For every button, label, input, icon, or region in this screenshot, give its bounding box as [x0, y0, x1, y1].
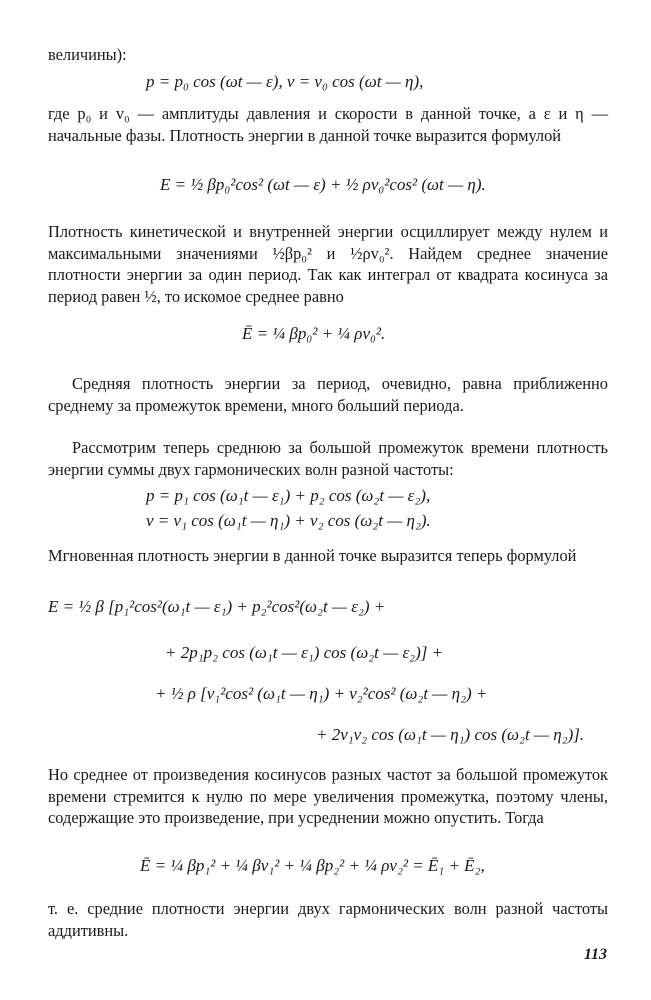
formula-instant-energy-line-2: + 2p₁p₂ cos (ω₁t — ε₁) cos (ω₂t — ε₂)] +: [165, 643, 444, 662]
formula-pressure-velocity: p = p₀ cos (ωt — ε), v = v₀ cos (ωt — η),: [146, 72, 424, 91]
formula-mean-energy: Ē = ¼ βp₀² + ¼ ρv₀².: [242, 324, 386, 343]
paragraph-oscillation: Плотность кинетической и внутренней энергии осциллирует между нулем и максимальными значениями ½βp₀² и ½ρv₀². Найдем среднее значение плотности энергии за один период. Так как интеграл от квадрата косинуса за период равен ½, то искомое среднее равно: [48, 222, 608, 306]
paragraph-two-waves: Рассмотрим теперь среднюю за большой промежуток времени плотность энергии суммы двух гармонических волн разной частоты:: [48, 438, 608, 479]
formula-instant-energy-line-3: + ½ ρ [v₁²cos² (ω₁t — η₁) + v₂²cos² (ω₂t — η₂) +: [155, 684, 488, 703]
formula-instant-energy-line-1: E = ½ β [p₁²cos²(ω₁t — ε₁) + p₂²cos²(ω₂t — ε₂) +: [48, 597, 386, 616]
formula-additive-energy: Ē = ¼ βp₁² + ¼ βv₁² + ¼ βp₂² + ¼ ρv₂² = Ē₁ + Ē₂,: [140, 856, 485, 875]
paragraph-cosine-products: Но среднее от произведения косинусов разных частот за большой промежуток времени стремится к нулю по мере увеличения промежутка, поэтому члены, содержащие это произведение, при усреднении можно опустить. Тогда: [48, 765, 608, 827]
paragraph-instant-energy: Мгновенная плотность энергии в данной точке выразится теперь формулой: [48, 546, 577, 565]
formula-instant-energy-line-4: + 2v₁v₂ cos (ω₁t — η₁) cos (ω₂t — η₂)].: [316, 725, 585, 744]
formula-energy-density: E = ½ βp₀²cos² (ωt — ε) + ½ ρv₀²cos² (ωt — η).: [160, 175, 486, 194]
paragraph-mean-period: Средняя плотность энергии за период, очевидно, равна приближенно среднему за промежуток времени, много больший периода.: [48, 374, 608, 415]
formula-two-waves-velocity: v = v₁ cos (ω₁t — η₁) + v₂ cos (ω₂t — η₂).: [146, 511, 431, 530]
formula-two-waves-pressure: p = p₁ cos (ω₁t — ε₁) + p₂ cos (ω₂t — ε₂),: [146, 486, 431, 505]
text-line-1: величины):: [48, 45, 127, 64]
paragraph-conclusion: т. е. средние плотности энергии двух гармонических волн разной частоты аддитивны.: [48, 899, 608, 940]
page-number: 113: [583, 946, 607, 963]
paragraph-amplitudes: где p₀ и v₀ — амплитуды давления и скорости в данной точке, а ε и η — начальные фазы. Плотность энергии в данной точке выразится формулой: [48, 104, 608, 145]
